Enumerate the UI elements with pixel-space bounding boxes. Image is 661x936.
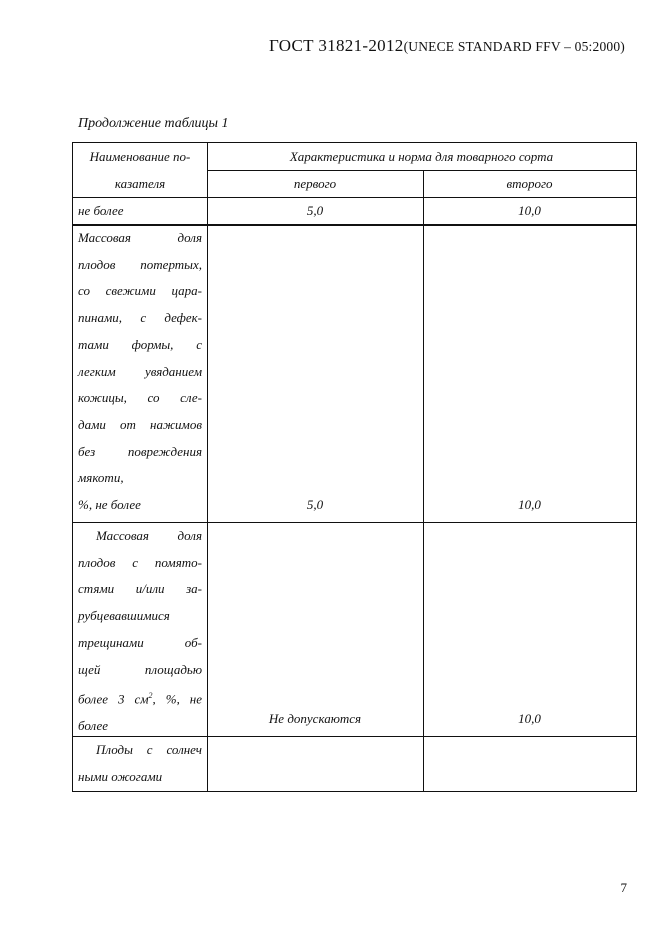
standard-suffix: (UNECE STANDARD FFV – 05:2000) (403, 39, 625, 54)
table-caption: Продолжение таблицы 1 (78, 116, 229, 131)
row4-line1: Плоды с солнеч (96, 742, 202, 757)
row3-grade2: 10,0 (518, 711, 541, 726)
row2-line11: %, не более (78, 497, 141, 513)
row2-line9: без повреждения (78, 443, 202, 459)
quality-table (72, 142, 637, 792)
row2-line10: мякоти, (78, 470, 124, 486)
row3-line2: плодов с помято- (78, 554, 202, 570)
row2-line3: со свежими цара- (78, 283, 202, 299)
row1-grade2: 10,0 (518, 203, 541, 218)
col-divider-2 (423, 170, 424, 791)
row2-grade2: 10,0 (518, 497, 541, 512)
grade1-header: первого (293, 176, 337, 191)
row1-grade1: 5,0 (306, 203, 324, 218)
row3-line8: более (78, 718, 109, 734)
col1-header-line1: Наименование по- (89, 149, 191, 164)
row1-label: не более (78, 203, 124, 218)
row2-line7: кожицы, со сле- (78, 390, 202, 406)
row3-line4: рубцевавшимися (78, 608, 170, 624)
row2-line8: дами от нажимов (78, 416, 202, 432)
row3-line1: Массовая доля (96, 528, 202, 543)
row2-line5: тами формы, с (78, 336, 202, 352)
grade2-header: второго (506, 176, 553, 191)
row2-line1: Массовая доля (78, 230, 202, 245)
document-header (269, 36, 625, 56)
row4-line2: ными ожогами (78, 768, 163, 784)
col-divider-1 (207, 143, 208, 791)
row2-line2: плодов потертых, (78, 256, 202, 272)
row2-line4: пинами, с дефек- (78, 310, 202, 326)
row2-line6: легким увяданием (78, 363, 202, 379)
group-header: Характеристика и норма для товарного сорта (289, 149, 554, 164)
row3-line7-tail: , %, не (152, 691, 202, 707)
row3-line7-text: более 3 см (78, 691, 149, 707)
page-number: 7 (620, 880, 627, 895)
row2-label (78, 225, 202, 519)
row3-line3: стями и/или за- (78, 581, 202, 597)
row3-line6: щей площадью (78, 661, 202, 677)
col1-header-line2: казателя (114, 176, 166, 191)
row2-grade1: 5,0 (306, 497, 324, 512)
row3-line5: трещинами об- (78, 634, 202, 650)
standard-number: ГОСТ 31821-2012 (269, 36, 404, 55)
row3-label (78, 523, 202, 740)
row4-label (78, 737, 202, 790)
col1-header (73, 143, 207, 197)
area-superscript: 2 (148, 691, 153, 701)
row3-line7 (78, 683, 202, 713)
row3-grade1: Не допускаются (268, 711, 362, 726)
